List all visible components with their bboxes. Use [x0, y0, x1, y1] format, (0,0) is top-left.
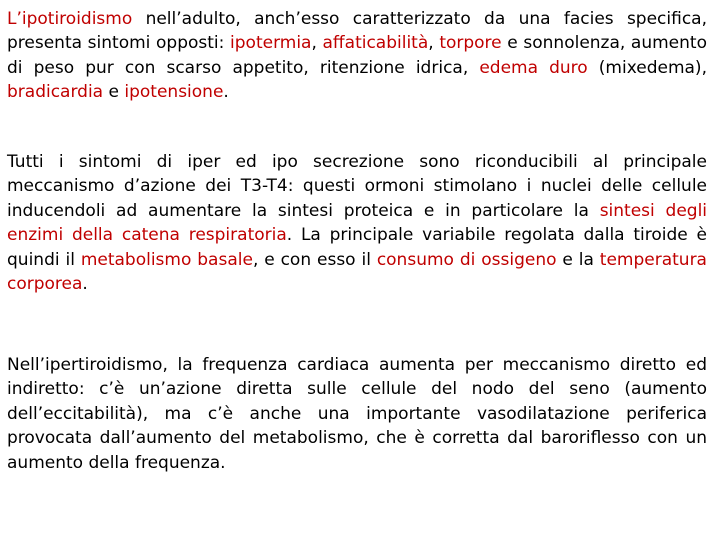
highlighted-term: bradicardia [7, 82, 104, 103]
highlighted-term: ipotermia [230, 33, 312, 54]
text-segment: (mixedema), [587, 57, 707, 78]
text-segment: . La principale variabile regolata dalla tiroide è quindi il [7, 225, 707, 270]
highlighted-term: ipotensione [124, 82, 224, 103]
text-segment: . [82, 274, 88, 295]
highlighted-term: sintesi degli enzimi della catena respiratoria [7, 200, 708, 246]
highlighted-term: torpore [439, 33, 502, 54]
text-segment: e [103, 82, 125, 103]
highlighted-term: L’ipotiroidismo [7, 9, 133, 29]
text-segment: e sonnolenza, aumento di peso pur con scarso appetito, ritenzione idrica, [7, 33, 707, 78]
paragraph-hyperthyroidism [7, 353, 707, 475]
highlighted-term: temperatura corporea [7, 249, 707, 295]
text-segment: . [223, 82, 229, 103]
highlighted-term: consumo di ossigeno [376, 249, 557, 270]
paragraph-hypothyroidism [7, 7, 707, 105]
highlighted-term: affaticabilità [322, 33, 429, 54]
highlighted-term: edema duro [479, 57, 588, 78]
text-segment: nell’adulto, anch’esso caratterizzato da una facies specifica, presenta sintomi opposti: [7, 9, 707, 54]
paragraph-mechanism [7, 150, 707, 296]
text-segment: , [311, 33, 323, 54]
text-segment: Nell’ipertiroidismo, la frequenza cardiaca aumenta per meccanismo diretto ed indiretto: c’è un’azione diretta sulle cellule del nodo del seno (aumento dell’eccitabilità), ma c’è anche una importante vasodilatazione periferica provocata dall’aumento del metabolismo, che è corretta dal baroriflesso con un aumento della frequenza. [7, 355, 707, 473]
highlighted-term: metabolismo basale [80, 249, 253, 270]
text-segment: , e con esso il [252, 249, 377, 270]
text-segment: e la [556, 249, 600, 270]
text-segment: , [428, 33, 440, 54]
text-segment: Tutti i sintomi di iper ed ipo secrezione sono riconducibili al principale meccanismo d’azione dei T3-T4: questi ormoni stimolano i nuclei delle cellule inducendoli ad aumentare la sintesi proteica e in particolare la [7, 152, 707, 221]
